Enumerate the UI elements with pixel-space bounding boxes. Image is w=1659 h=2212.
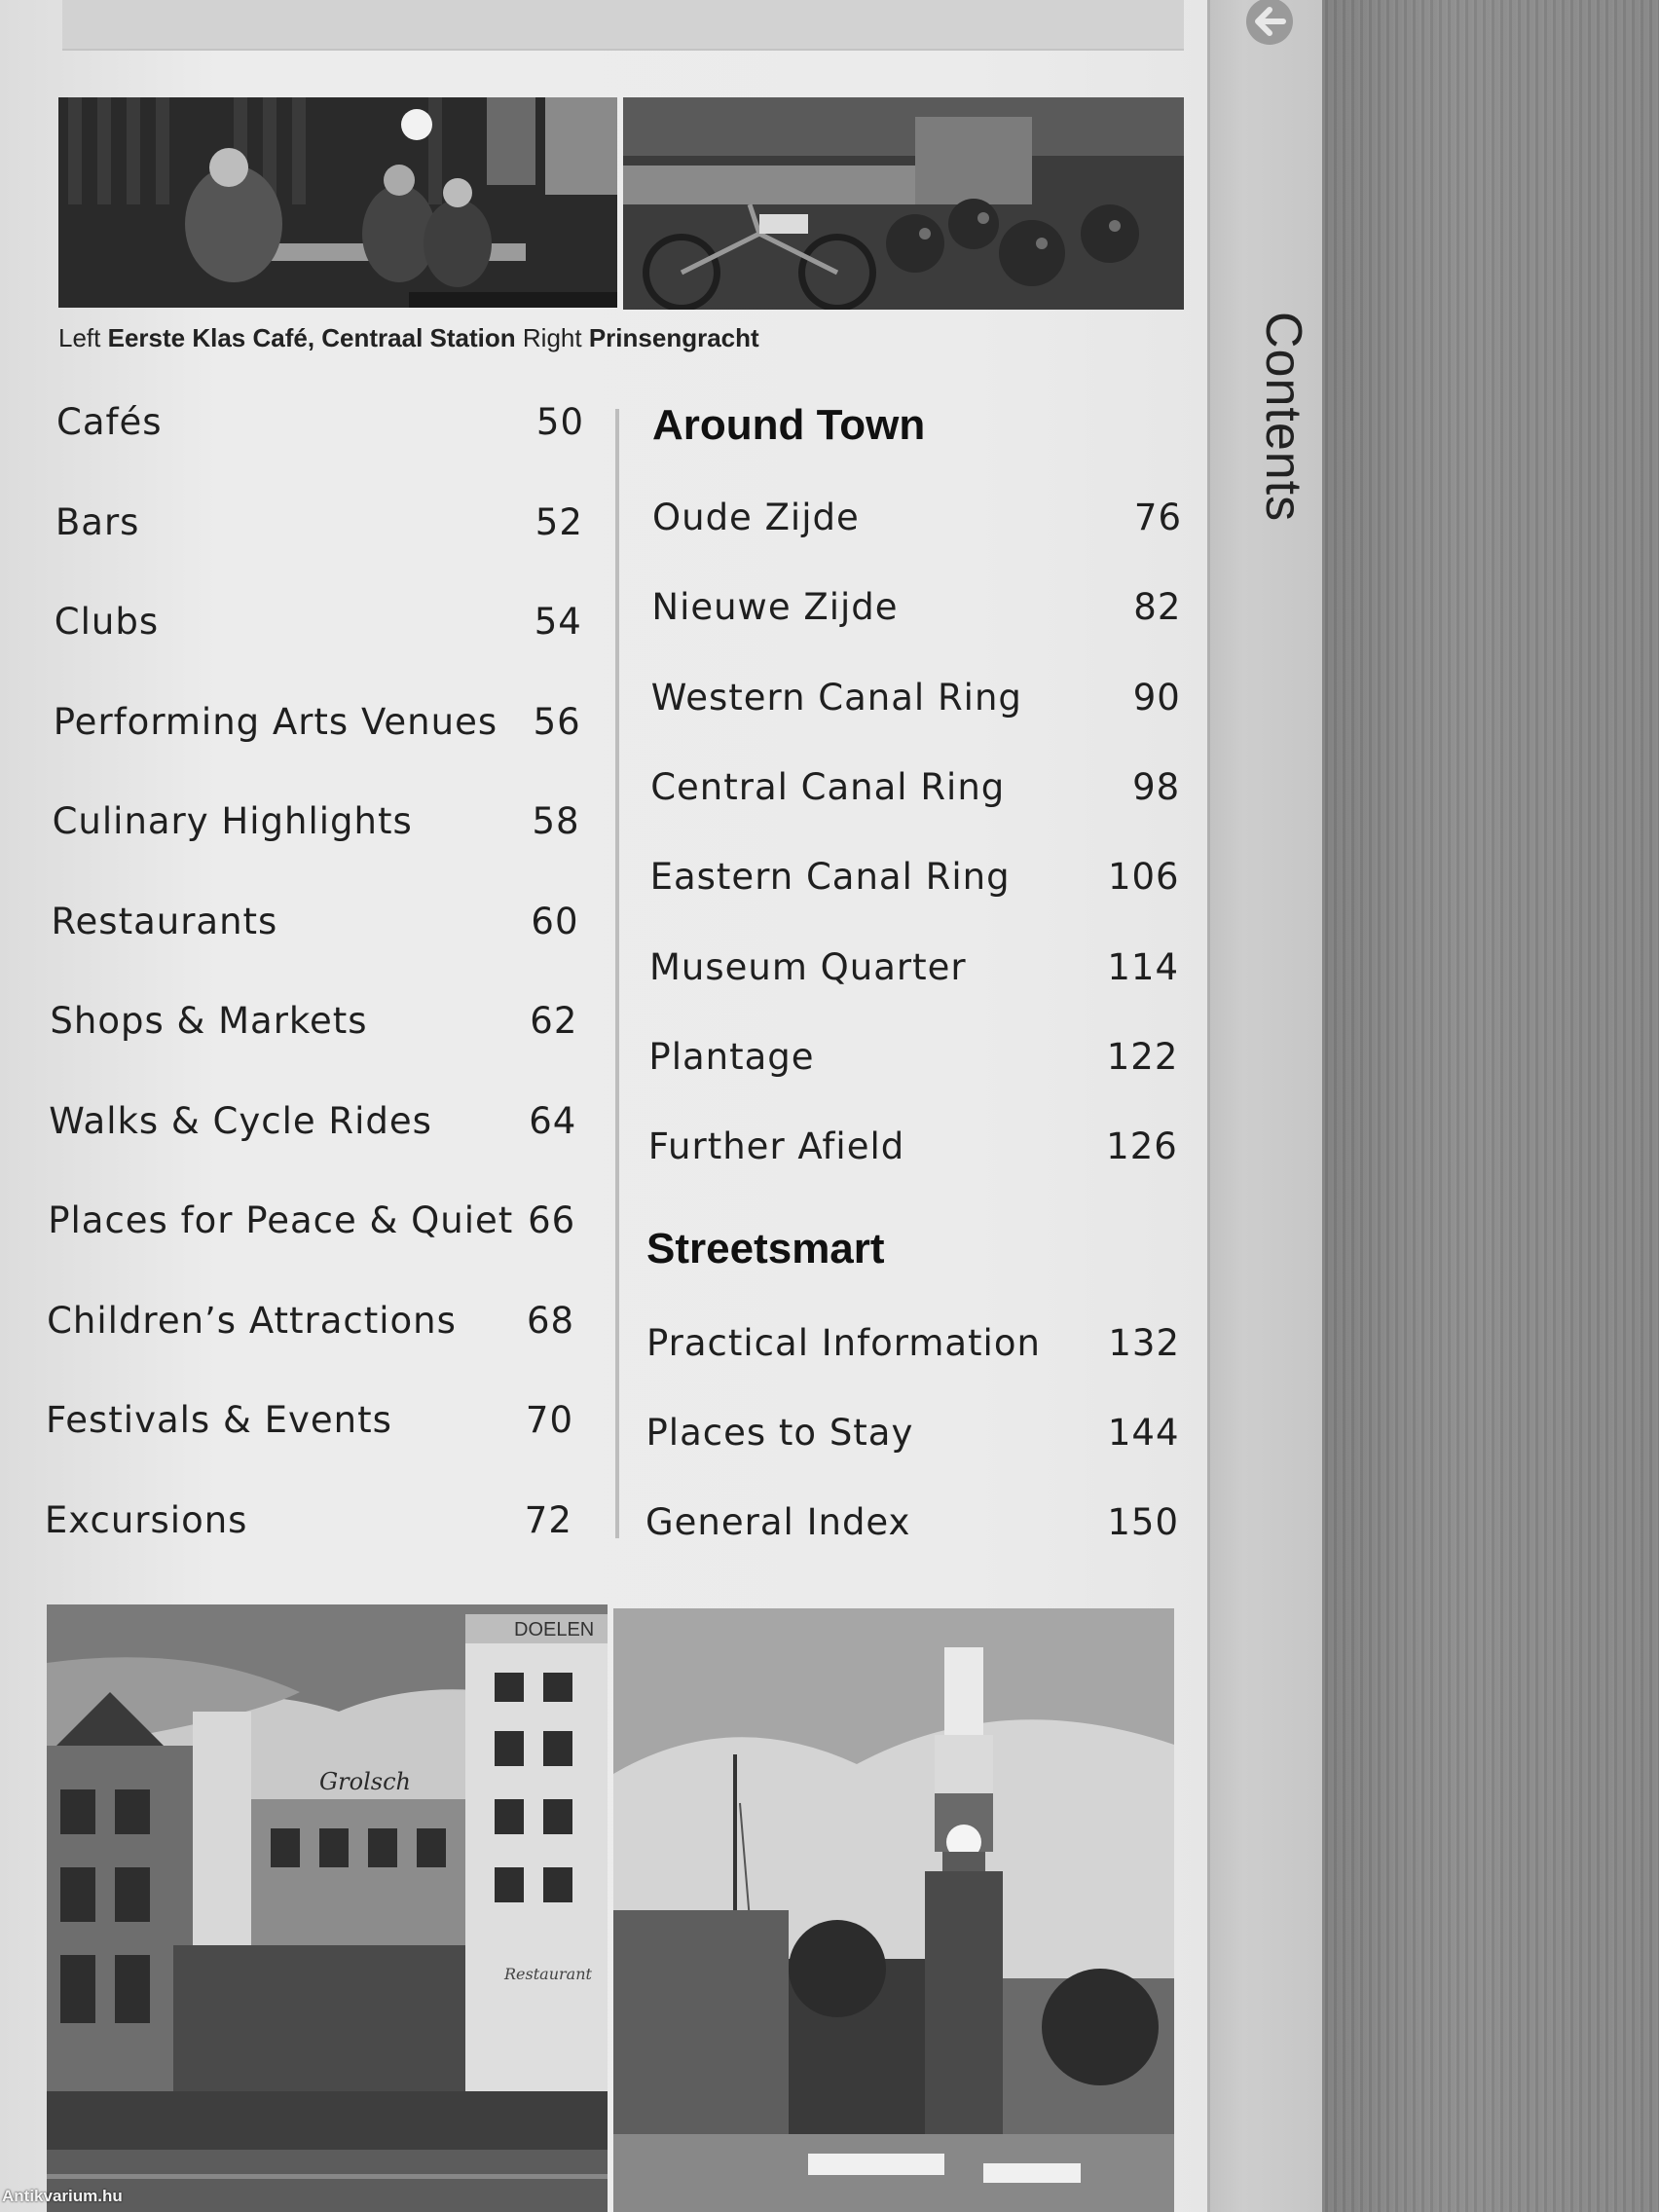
toc-entry-title: Further Afield bbox=[647, 1125, 905, 1168]
toc-entry-page: 122 bbox=[1106, 1035, 1179, 1078]
toc-entry-title: Oude Zijde bbox=[652, 497, 860, 538]
toc-entry[interactable] bbox=[49, 1100, 576, 1142]
section-heading-streetsmart: Streetsmart bbox=[646, 1225, 885, 1272]
toc-entry[interactable] bbox=[53, 800, 580, 842]
toc-entry-title: Museum Quarter bbox=[649, 945, 967, 988]
toc-entry-title: Clubs bbox=[54, 601, 160, 643]
toc-entry-title: Walks & Cycle Rides bbox=[49, 1099, 432, 1142]
awning-sign: Restaurant bbox=[504, 1965, 592, 1983]
toc-entry-title: Restaurants bbox=[51, 900, 278, 942]
toc-entry-page: 98 bbox=[1132, 765, 1181, 808]
toc-entry-page: 150 bbox=[1107, 1501, 1179, 1543]
toc-entry-page: 144 bbox=[1107, 1412, 1180, 1454]
watermark: Antikvarium.hu bbox=[2, 2187, 123, 2205]
contents-vertical-label: Contents bbox=[1255, 312, 1311, 523]
wooden-table-background bbox=[1314, 0, 1659, 2212]
toc-entry-page: 58 bbox=[532, 800, 580, 842]
toc-entry-page: 106 bbox=[1107, 856, 1180, 899]
toc-entry-page: 52 bbox=[535, 500, 583, 543]
toc-entry[interactable] bbox=[55, 501, 583, 543]
toc-entry[interactable] bbox=[50, 1000, 577, 1042]
section-heading-around-town: Around Town bbox=[652, 401, 926, 449]
toc-entry[interactable] bbox=[651, 586, 1181, 628]
toc-entry-title: Practical Information bbox=[646, 1322, 1041, 1364]
toc-entry-page: 60 bbox=[531, 900, 579, 942]
toc-entry[interactable] bbox=[55, 601, 582, 643]
facade-sign: Grolsch bbox=[319, 1768, 411, 1795]
toc-entry[interactable] bbox=[651, 677, 1181, 719]
toc-entry-page: 90 bbox=[1132, 676, 1181, 719]
toc-entry-title: Places for Peace & Quiet bbox=[48, 1199, 514, 1241]
toc-entry[interactable] bbox=[646, 1322, 1180, 1364]
caption-left-title: Eerste Klas Café, Centraal Station bbox=[107, 323, 516, 352]
toc-entry-title: Nieuwe Zijde bbox=[651, 586, 899, 629]
toc-entry[interactable] bbox=[649, 946, 1179, 988]
toc-entry[interactable] bbox=[650, 766, 1180, 808]
toc-entry-page: 70 bbox=[525, 1399, 573, 1441]
toc-entry[interactable] bbox=[52, 901, 579, 942]
toc-entry[interactable] bbox=[645, 1501, 1179, 1543]
caption-right-prefix: Right bbox=[522, 323, 582, 352]
top-band bbox=[62, 0, 1184, 51]
photo-eerste-klas-cafe bbox=[58, 97, 617, 308]
column-divider bbox=[615, 409, 619, 1538]
toc-entry[interactable] bbox=[652, 497, 1182, 538]
toc-entry-page: 50 bbox=[535, 401, 584, 443]
toc-entry-page: 54 bbox=[534, 601, 582, 643]
toc-entry-page: 76 bbox=[1133, 497, 1182, 538]
caption-left-prefix: Left bbox=[58, 323, 101, 352]
photo-prinsengracht bbox=[623, 97, 1184, 310]
toc-entry[interactable] bbox=[54, 701, 581, 743]
toc-entry[interactable] bbox=[648, 1036, 1178, 1078]
toc-entry-title: Performing Arts Venues bbox=[53, 700, 498, 743]
toc-entry[interactable] bbox=[46, 1399, 573, 1441]
toc-entry[interactable] bbox=[56, 401, 584, 443]
toc-entry-page: 56 bbox=[533, 700, 581, 743]
toc-entry-title: Cafés bbox=[56, 401, 163, 443]
toc-entry-title: Plantage bbox=[648, 1035, 815, 1078]
toc-entry-title: Festivals & Events bbox=[46, 1399, 392, 1441]
toc-entry[interactable] bbox=[45, 1499, 572, 1541]
toc-entry-title: Shops & Markets bbox=[50, 1000, 368, 1042]
toc-entry-page: 68 bbox=[527, 1299, 575, 1342]
photo-doelen-hotel bbox=[47, 1604, 608, 2212]
toc-entry-title: Central Canal Ring bbox=[650, 765, 1006, 808]
toc-entry-page: 62 bbox=[530, 1000, 578, 1042]
toc-entry-title: Culinary Highlights bbox=[52, 800, 413, 842]
toc-entry-title: Children’s Attractions bbox=[47, 1299, 457, 1342]
toc-entry[interactable] bbox=[648, 1125, 1178, 1167]
toc-entry-title: Bars bbox=[55, 500, 140, 543]
toc-entry-title: Eastern Canal Ring bbox=[649, 856, 1011, 899]
toc-entry-title: Places to Stay bbox=[645, 1412, 914, 1454]
toc-entry-page: 72 bbox=[524, 1498, 572, 1541]
arrow-left-icon bbox=[1240, 0, 1299, 49]
toc-entry-page: 126 bbox=[1106, 1125, 1178, 1168]
toc-entry-page: 82 bbox=[1133, 586, 1182, 629]
toc-entry-title: Excursions bbox=[44, 1498, 248, 1541]
toc-entry-page: 132 bbox=[1108, 1322, 1180, 1364]
toc-entry[interactable] bbox=[48, 1199, 575, 1241]
caption-right-title: Prinsengracht bbox=[588, 323, 759, 352]
toc-entry-title: General Index bbox=[645, 1501, 911, 1543]
photo-tower-harbour bbox=[613, 1608, 1174, 2212]
toc-entry[interactable] bbox=[47, 1300, 574, 1342]
toc-entry[interactable] bbox=[646, 1412, 1180, 1454]
hotel-sign: DOELEN bbox=[514, 1619, 595, 1641]
toc-entry-page: 66 bbox=[528, 1199, 576, 1241]
toc-entry-page: 114 bbox=[1107, 945, 1179, 988]
toc-entry[interactable] bbox=[650, 856, 1180, 898]
toc-entry-title: Western Canal Ring bbox=[650, 676, 1022, 719]
back-arrow-button[interactable] bbox=[1238, 0, 1301, 49]
toc-entry-page: 64 bbox=[529, 1099, 577, 1142]
photo-caption bbox=[58, 323, 759, 353]
